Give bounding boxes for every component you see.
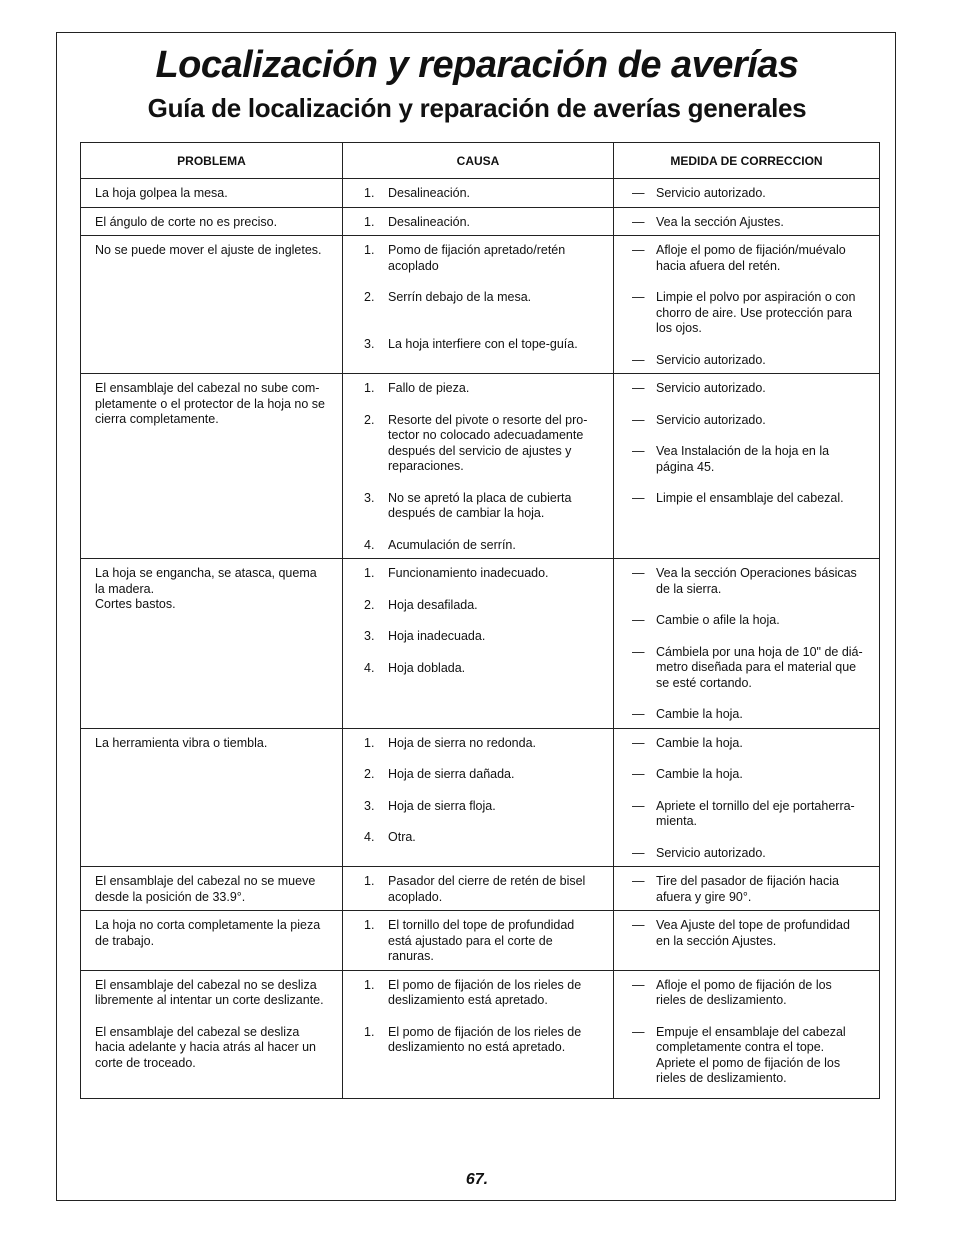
- cause-text: Hoja desafilada.: [388, 597, 478, 612]
- measure-cell: [614, 179, 880, 208]
- em-dash: —: [632, 735, 645, 750]
- measure-item: [614, 491, 879, 507]
- measure-text: Afloje el pomo de fijación de los rieles de deslizamiento.: [656, 977, 832, 1007]
- cause-cell: [343, 179, 614, 208]
- measure-text: Limpie el ensamblaje del cabezal.: [656, 491, 844, 505]
- measure-item: [614, 707, 879, 723]
- measure-item: [614, 1025, 879, 1087]
- cause-number: 2.: [364, 767, 375, 781]
- cause-item: [343, 661, 613, 677]
- cause-text: El tornillo del tope de profundidad está ajustado para el corte de ranuras.: [388, 918, 575, 963]
- cause-number: 1.: [364, 735, 375, 750]
- cause-item: [343, 978, 613, 1009]
- troubleshooting-table: [80, 142, 880, 1099]
- measure-item: [614, 978, 879, 1009]
- cause-item: [343, 598, 613, 614]
- cause-item: [343, 629, 613, 645]
- cause-text: Otra.: [388, 830, 416, 844]
- page-number: 67.: [465, 1171, 489, 1188]
- table-row: [81, 374, 880, 559]
- problem-text: La herramienta vibra o tiembla.: [95, 735, 268, 750]
- table-header-row: [81, 143, 880, 179]
- page-title: Localización y reparación de averías: [155, 44, 799, 86]
- cause-text: Pasador del cierre de retén de bisel acoplado.: [388, 874, 586, 904]
- measure-cell: [614, 867, 880, 911]
- em-dash: —: [632, 845, 645, 860]
- cause-number: 1.: [364, 214, 375, 229]
- em-dash: —: [632, 1024, 645, 1039]
- cause-item: [343, 413, 613, 475]
- cause-text: Desalineación.: [388, 186, 470, 200]
- measure-item: [614, 444, 879, 475]
- measure-text: Afloje el pomo de fijación/muévalo hacia afuera del retén.: [656, 243, 846, 273]
- cause-cell: [343, 911, 614, 971]
- cause-text: Desalineación.: [388, 214, 470, 229]
- cause-text: El pomo de fijación de los rieles de deslizamiento no está apretado.: [388, 1024, 582, 1054]
- cause-text: Fallo de pieza.: [388, 381, 470, 395]
- cause-text: Pomo de fijación apretado/retén acoplado: [388, 243, 566, 273]
- cause-cell: [343, 728, 614, 867]
- cause-number: 1.: [364, 381, 375, 395]
- problem-text: La hoja golpea la mesa.: [95, 186, 228, 200]
- measure-item: [614, 566, 879, 597]
- cause-text: Serrín debajo de la mesa.: [388, 290, 532, 304]
- cause-item: [343, 799, 613, 815]
- em-dash: —: [632, 977, 645, 992]
- table-row: [81, 559, 880, 729]
- measure-text: Vea la sección Operaciones básicas de la sierra.: [656, 566, 857, 596]
- measure-cell: [614, 559, 880, 729]
- table-row: [81, 236, 880, 374]
- problem-text: La hoja se engancha, se atasca, quema la madera. Cortes bastos.: [95, 566, 317, 611]
- cause-cell: [343, 374, 614, 559]
- cause-text: El pomo de fijación de los rieles de deslizamiento está apretado.: [388, 977, 582, 1007]
- measure-item: [614, 918, 879, 949]
- problem-cell: [81, 867, 343, 911]
- measure-text: Vea Instalación de la hoja en la página 45.: [656, 444, 830, 474]
- cause-number: 3.: [364, 490, 375, 505]
- problem-text: El ensamblaje del cabezal no se desliza libremente al intentar un corte deslizante.: [95, 977, 324, 1007]
- cause-number: 1.: [364, 243, 375, 257]
- em-dash: —: [632, 918, 645, 932]
- cause-item: [343, 491, 613, 522]
- problem-text: El ensamblaje del cabezal no se mueve desde la posición de 33.9°.: [95, 874, 316, 904]
- cause-number: 3.: [364, 629, 375, 643]
- em-dash: —: [632, 707, 645, 721]
- cause-item: [343, 830, 613, 846]
- cause-item: [343, 215, 613, 231]
- cause-item: [343, 918, 613, 965]
- problem-text: El ensamblaje del cabezal se desliza hacia adelante y hacia atrás al hacer un corte de troceado.: [95, 1024, 316, 1070]
- problem-cell: [81, 207, 343, 236]
- cause-number: 3.: [364, 798, 375, 813]
- measure-text: Cambie la hoja.: [656, 767, 743, 781]
- problem-cell: [81, 911, 343, 971]
- em-dash: —: [632, 798, 645, 813]
- problem-cell: [81, 179, 343, 208]
- header-problema: PROBLEMA: [81, 143, 343, 179]
- cause-item: [343, 186, 613, 202]
- cause-number: 2.: [364, 412, 375, 427]
- cause-item: [343, 767, 613, 783]
- measure-text: Servicio autorizado.: [656, 412, 766, 427]
- problem-cell: [81, 970, 343, 1098]
- cause-text: Funcionamiento inadecuado.: [388, 566, 549, 580]
- cause-number: 4.: [364, 830, 375, 844]
- em-dash: —: [632, 644, 645, 659]
- em-dash: —: [632, 186, 645, 200]
- measure-cell: [614, 374, 880, 559]
- cause-text: Resorte del pivote o resorte del pro- tector no colocado adecuadamente después del servicio de ajustes y reparaciones.: [388, 412, 588, 473]
- em-dash: —: [632, 491, 645, 505]
- table-row: [81, 970, 880, 1098]
- cause-number: 1.: [364, 566, 375, 580]
- measure-text: Apriete el tornillo del eje portaherra- mienta.: [656, 798, 855, 828]
- cause-text: Hoja de sierra floja.: [388, 798, 496, 813]
- cause-text: La hoja interfiere con el tope-guía.: [388, 337, 578, 351]
- problem-text: El ensamblaje del cabezal no sube com- pletamente o el protector de la hoja no se cierra completamente.: [95, 381, 326, 426]
- cause-item: [343, 538, 613, 554]
- problem-cell: [81, 374, 343, 559]
- cause-number: 4.: [364, 660, 375, 675]
- em-dash: —: [632, 412, 645, 427]
- cause-cell: [343, 867, 614, 911]
- em-dash: —: [632, 381, 645, 395]
- cause-number: 1.: [364, 186, 375, 200]
- cause-number: 1.: [364, 874, 375, 888]
- cause-item: [343, 874, 613, 905]
- em-dash: —: [632, 243, 645, 257]
- header-medida: MEDIDA DE CORRECCION: [614, 143, 880, 179]
- cause-text: Hoja inadecuada.: [388, 629, 486, 643]
- table-row: [81, 207, 880, 236]
- table-row: [81, 179, 880, 208]
- cause-number: 4.: [364, 537, 375, 552]
- cause-number: 2.: [364, 597, 375, 612]
- table-body: [81, 179, 880, 1099]
- measure-text: Vea la sección Ajustes.: [656, 214, 784, 229]
- cause-number: 2.: [364, 290, 375, 304]
- cause-item: [343, 381, 613, 397]
- measure-item: [614, 846, 879, 862]
- measure-item: [614, 874, 879, 905]
- cause-text: Hoja de sierra no redonda.: [388, 735, 537, 750]
- measure-text: Servicio autorizado.: [656, 845, 766, 860]
- header-causa: CAUSA: [343, 143, 614, 179]
- measure-text: Empuje el ensamblaje del cabezal completamente contra el tope. Apriete el pomo de fijación de los rieles de deslizamiento.: [656, 1024, 846, 1085]
- cause-text: Hoja doblada.: [388, 660, 466, 675]
- measure-text: Cambie o afile la hoja.: [656, 613, 780, 627]
- measure-cell: [614, 236, 880, 374]
- problem-cell: [81, 728, 343, 867]
- measure-text: Tire del pasador de fijación hacia afuera y gire 90°.: [656, 874, 839, 904]
- measure-item: [614, 413, 879, 429]
- table-row: [81, 911, 880, 971]
- cause-text: Acumulación de serrín.: [388, 537, 516, 552]
- measure-item: [614, 186, 879, 202]
- em-dash: —: [632, 566, 645, 580]
- cause-item: [343, 337, 613, 353]
- measure-text: Servicio autorizado.: [656, 352, 766, 367]
- measure-text: Cambie la hoja.: [656, 707, 743, 721]
- measure-item: [614, 613, 879, 629]
- cause-number: 1.: [364, 918, 375, 932]
- em-dash: —: [632, 352, 645, 367]
- measure-item: [614, 799, 879, 830]
- problem-text: La hoja no corta completamente la pieza de trabajo.: [95, 918, 321, 948]
- cause-cell: [343, 236, 614, 374]
- em-dash: —: [632, 767, 645, 781]
- em-dash: —: [632, 444, 645, 458]
- cause-number: 1.: [364, 977, 375, 992]
- measure-cell: [614, 728, 880, 867]
- measure-text: Servicio autorizado.: [656, 186, 766, 200]
- cause-item: [343, 243, 613, 274]
- table-row: [81, 867, 880, 911]
- problem-cell: [81, 236, 343, 374]
- measure-item: [614, 381, 879, 397]
- measure-text: Cámbiela por una hoja de 10" de diá- metro diseñada para el material que se esté cortando.: [656, 644, 863, 690]
- cause-cell: [343, 970, 614, 1098]
- cause-text: No se apretó la placa de cubierta después de cambiar la hoja.: [388, 490, 572, 520]
- cause-number: 3.: [364, 337, 375, 351]
- em-dash: —: [632, 613, 645, 627]
- cause-text: Hoja de sierra dañada.: [388, 767, 515, 781]
- measure-item: [614, 736, 879, 752]
- cause-item: [343, 1025, 613, 1056]
- cause-number: 1.: [364, 1024, 375, 1039]
- cause-item: [343, 736, 613, 752]
- em-dash: —: [632, 214, 645, 229]
- measure-cell: [614, 911, 880, 971]
- measure-text: Vea Ajuste del tope de profundidad en la sección Ajustes.: [656, 918, 850, 948]
- cause-cell: [343, 559, 614, 729]
- measure-item: [614, 243, 879, 274]
- measure-item: [614, 353, 879, 369]
- measure-cell: [614, 970, 880, 1098]
- cause-item: [343, 290, 613, 321]
- measure-text: Limpie el polvo por aspiración o con chorro de aire. Use protección para los ojos.: [656, 290, 856, 335]
- problem-cell: [81, 559, 343, 729]
- measure-text: Servicio autorizado.: [656, 381, 766, 395]
- cause-cell: [343, 207, 614, 236]
- em-dash: —: [632, 874, 645, 888]
- measure-item: [614, 290, 879, 337]
- page-subtitle: Guía de localización y reparación de averías generales: [147, 93, 807, 123]
- measure-item: [614, 645, 879, 692]
- measure-cell: [614, 207, 880, 236]
- em-dash: —: [632, 290, 645, 304]
- cause-item: [343, 566, 613, 582]
- measure-item: [614, 215, 879, 231]
- problem-text: No se puede mover el ajuste de ingletes.: [95, 243, 322, 257]
- measure-text: Cambie la hoja.: [656, 735, 743, 750]
- table-row: [81, 728, 880, 867]
- problem-text: El ángulo de corte no es preciso.: [95, 214, 278, 229]
- measure-item: [614, 767, 879, 783]
